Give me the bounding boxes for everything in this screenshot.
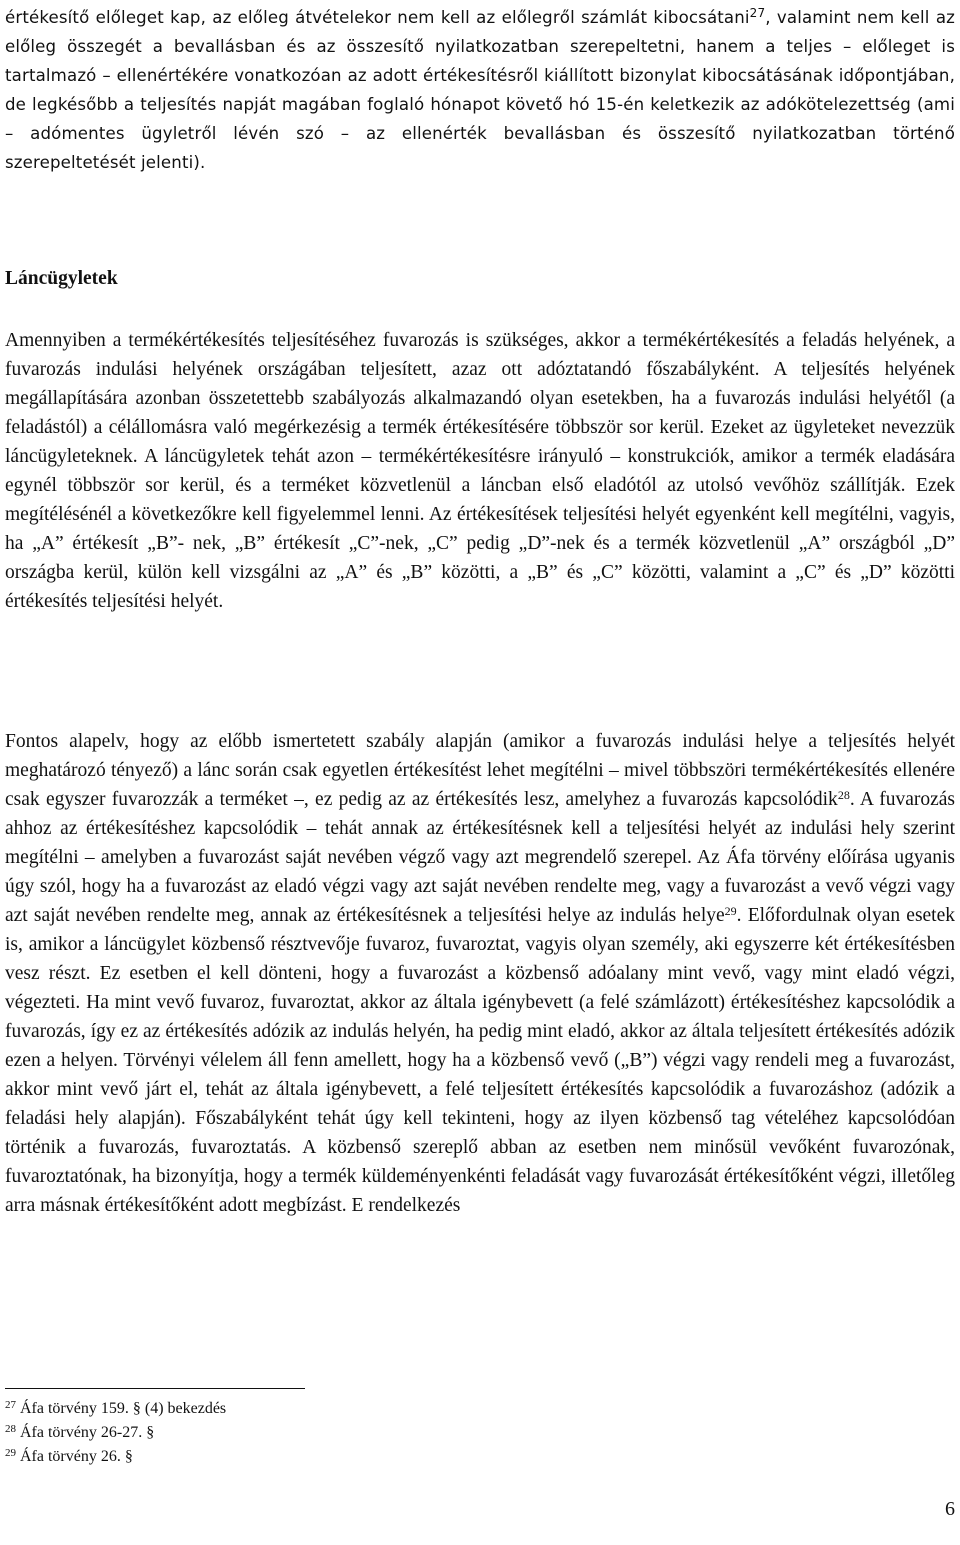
footnote-28	[5, 1421, 226, 1445]
intro-text-a: értékesítő előleget kap, az előleg átvételekor nem kell az előlegről számlát kibocsátani	[5, 8, 750, 27]
footnotes	[5, 1397, 226, 1469]
footnote-number: 27	[5, 1399, 16, 1411]
para2-text-a: Fontos alapelv, hogy az előbb ismertetett szabály alapján (amikor a fuvarozás indulási helye a teljesítés helyét meghatározó tényező) a lánc során csak egyetlen értékesítést lehet megítélni – mivel többszöri termékértékesítés ellenére csak egyszer fuvarozzák a terméket –, ez pedig az az értékesítés lesz, amelyhez a fuvarozás kapcsolódik	[5, 731, 955, 810]
para2-text-c: . Előfordulnak olyan esetek is, amikor a láncügylet közbenső résztvevője fuvaroz, fuvaroztat, vagyis olyan személy, aki egyszerre két értékesítésben vesz részt. Ez esetben el kell dönteni, hogy a fuvarozást a közbenső adóalany mint vevő, vagy mint eladó végzi, végezteti. Ha mint vevő fuvaroz, fuvaroztat, akkor az általa igénybevett (a felé számlázott) értékesítéshez kapcsolódik a fuvarozás, így ez az értékesítés adózik az indulás helyén, ha pedig mint eladó, akkor az általa teljesített értékesítés adózik ezen a helyen. Törvényi vélelem áll fenn amellett, hogy ha a közbenső vevő („B”) végzi vagy rendeli meg a fuvarozást, akkor mint vevő járt el, tehát az általa igénybevett, a felé teljesített értékesítés kapcsolódik a fuvarozáshoz (adózik a feladási hely alapján). Főszabályként tehát úgy kell tekinteni, hogy az ilyen közbenső tag vételéhez kapcsolódóan történik a fuvarozás, fuvaroztatás. A közbenső szereplő abban az esetben nem minősül vevőként fuvarozónak, fuvaroztatónak, ha bizonyítja, hogy a termék küldeményenkénti feladását vagy fuvarozását értékesítőként végzi, illetőleg arra másnak értékesítőként adott megbízást. E rendelkezés	[5, 905, 956, 1216]
paragraph-alapelv	[5, 727, 955, 1220]
footnote-27	[5, 1397, 226, 1421]
footnote-ref-27[interactable]: 27	[749, 6, 766, 20]
para2-text-b: . A fuvarozás ahhoz az értékesítéshez kapcsolódik – tehát annak az értékesítésnek kell a teljesítési helyét az indulási hely szerint megítélni – amelyben a fuvarozást saját nevében végző vagy azt megrendelő szerepel. Az Áfa törvény előírása ugyanis úgy szól, hogy ha a fuvarozást az eladó végzi vagy azt saját nevében rendelte meg, vagy a fuvarozást a vevő végzi vagy azt saját nevében rendelte meg, annak az értékesítésnek a teljesítési helye az indulás helye	[5, 789, 955, 926]
footnote-ref-29[interactable]: 29	[724, 904, 737, 918]
footnote-text: Áfa törvény 26-27. §	[20, 1424, 155, 1441]
document-page	[5, 0, 955, 1545]
footnote-number: 29	[5, 1447, 16, 1459]
intro-text-b: , valamint nem kell az előleg összegét a bevallásban és az összesítő nyilatkozatban szerepeltetni, hanem a teljes – előleget is tartalmazó – ellenértékére vonatkozóan az adott értékesítésről kiállított bizonylat kibocsátásának időpontjában, de legkésőbb a teljesítés napját magában foglaló hónapot követő hó 15-én keletkezik az adókötelezettség (ami – adómentes ügyletről lévén szó – az ellenérték bevallásban és összesítő nyilatkozatban történő szerepeltetését jelenti).	[5, 8, 955, 172]
footnote-ref-28[interactable]: 28	[837, 788, 850, 802]
page-number: 6	[945, 1498, 955, 1520]
section-heading: Láncügyletek	[5, 268, 118, 289]
footnote-number: 28	[5, 1423, 16, 1435]
paragraph-lancugyletek: Amennyiben a termékértékesítés teljesítéséhez fuvarozás is szükséges, akkor a termékértékesítés a feladás helyének, a fuvarozás indulási helyének országában teljesített, azaz ott adóztatandó főszabályként. A teljesítés helyének megállapítására azonban összetettebb szabályozás alkalmazandó olyan esetekben, ha a fuvarozás indulási helyétől (a feladástól) a célállomásra való megérkezésig a termék értékesítésére többször sor kerül. Ezeket az ügyleteket nevezzük láncügyleteknek. A láncügyletek tehát azon – termékértékesítésre irányuló – konstrukciók, amikor a termék eladására egynél többször sor kerül, és a terméket közvetlenül a láncban első eladótól az utolsó vevőhöz szállítják. Ezek megítélésénél a következőkre kell figyelemmel lenni. Az értékesítések teljesítési helyét egyenként kell megítélni, vagyis, ha „A” értékesít „B”- nek, „B” értékesít „C”-nek, „C” pedig „D”-nek és a termék közvetlenül „A” országból „D” országba kerül, külön kell vizsgálni az „A” és „B” közötti, a „B” és „C” közötti, valamint a „C” és „D” közötti értékesítés teljesítési helyét.	[5, 330, 955, 612]
footnote-text: Áfa törvény 159. § (4) bekezdés	[20, 1400, 227, 1417]
intro-paragraph	[5, 0, 955, 177]
footnote-divider	[5, 1388, 305, 1389]
footnote-text: Áfa törvény 26. §	[20, 1448, 133, 1465]
footnote-29	[5, 1445, 226, 1469]
